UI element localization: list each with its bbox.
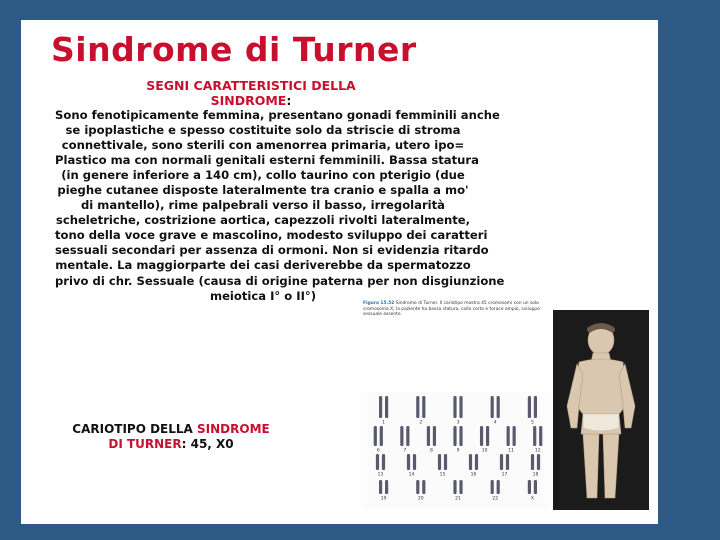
chromosome — [453, 426, 456, 446]
chromosome-number: 9 — [456, 448, 460, 454]
karyotype-label-part1: CARIOTIPO DELLA — [72, 422, 198, 436]
figure-caption-text: Sindrome di Turner. Il cariotipo mostra 45 cromosomi con un solo cromosoma X; la paziente ha bassa statura, collo corto e torace ampio, sviluppo sessuale assente. — [363, 301, 540, 318]
chromosome — [379, 480, 382, 494]
chromosome-number: 8 — [429, 448, 433, 454]
figure-caption — [363, 301, 541, 318]
chromosome-number: 12 — [534, 448, 541, 454]
section-heading-line1: SEGNI CARATTERISTICI DELLA — [146, 78, 356, 93]
body-line: mentale. La maggiorparte dei casi deriverebbe da spermatozzo — [55, 258, 471, 273]
chromosome — [385, 480, 388, 494]
body-text — [55, 108, 505, 304]
chromosome — [453, 396, 456, 418]
slide — [21, 20, 658, 524]
chromosome-number: 16 — [470, 472, 477, 478]
chromosome-number: 4 — [493, 420, 497, 426]
body-line: sessuali secondari per assenza di ormoni. Non si evidenzia ritardo — [55, 243, 489, 258]
chromosome — [400, 426, 403, 446]
chromosome-number: 21 — [455, 496, 461, 502]
chromosome-number: 7 — [403, 448, 407, 454]
patient-photo — [553, 310, 649, 510]
chromosome — [374, 426, 377, 446]
body-line: tono della voce grave e mascolino, modesto sviluppo dei caratteri — [55, 228, 488, 243]
chromosome-number: 10 — [481, 448, 488, 454]
chromosome-number: 13 — [377, 472, 384, 478]
chromosome-number: 5 — [530, 420, 534, 426]
chromosome-number: 17 — [501, 472, 508, 478]
figure — [361, 300, 649, 510]
body-line: Plastico ma con normali genitali esterni femminili. Bassa statura — [55, 153, 479, 168]
chromosome — [506, 454, 509, 470]
chromosome — [407, 454, 410, 470]
chromosome — [422, 396, 425, 418]
chromosome — [459, 396, 462, 418]
section-heading — [141, 78, 361, 108]
chromosome — [475, 454, 478, 470]
chromosome — [539, 426, 542, 446]
chromosome-number: 22 — [492, 496, 499, 502]
section-heading-line2: SINDROME — [210, 93, 287, 108]
chromosome — [507, 426, 510, 446]
chromosome-number: 20 — [417, 496, 424, 502]
chromosome — [379, 396, 382, 418]
chromosome-number: 18 — [532, 472, 539, 478]
chromosome — [433, 426, 436, 446]
body-line: Sono fenotipicamente femmina, presentano gonadi femminili anche — [55, 108, 500, 122]
chromosome — [491, 480, 494, 494]
chromosome — [513, 426, 516, 446]
body-line: (in genere inferiore a 140 cm), collo taurino con pterigio (due — [61, 168, 465, 183]
chromosome — [376, 454, 379, 470]
chromosome — [459, 480, 462, 494]
slide-title: Sindrome di Turner — [51, 30, 417, 69]
karyotype-label — [61, 422, 281, 452]
chromosome-number: X — [530, 496, 534, 502]
chromosome — [422, 480, 425, 494]
chromosome — [500, 454, 503, 470]
section-heading-colon: : — [286, 93, 292, 108]
chromosome-number: 14 — [408, 472, 415, 478]
chromosome — [438, 454, 441, 470]
chromosome — [491, 396, 494, 418]
chromosome-number: 15 — [439, 472, 446, 478]
chromosome — [385, 396, 388, 418]
chromosome — [413, 454, 416, 470]
chromosome — [453, 480, 456, 494]
body-line: scheletriche, costrizione aortica, capezzoli rivolti lateralmente, — [55, 213, 471, 228]
chromosome — [497, 480, 500, 494]
chromosome — [497, 396, 500, 418]
chromosome — [469, 454, 472, 470]
chromosome — [406, 426, 409, 446]
chromosome — [534, 396, 537, 418]
chromosome — [444, 454, 447, 470]
chromosome-number: 11 — [508, 448, 515, 454]
chromosome — [480, 426, 483, 446]
chromosome — [416, 480, 419, 494]
karyotype-image — [361, 392, 551, 508]
chromosome — [427, 426, 430, 446]
chromosome — [416, 396, 419, 418]
chromosome-number: 6 — [376, 448, 380, 454]
body-line: connettivale, sono sterili con amenorrea primaria, utero ipo= — [61, 138, 465, 153]
chromosome — [459, 426, 462, 446]
chromosome-number: 2 — [419, 420, 423, 426]
chromosome — [537, 454, 540, 470]
chromosome — [528, 480, 531, 494]
chromosome — [380, 426, 383, 446]
chromosome — [528, 396, 531, 418]
body-line: pieghe cutanee disposte lateralmente tra cranio e spalla a mo' — [57, 183, 469, 198]
body-line: se ipoplastiche e spesso costituite solo da striscie di stroma — [65, 123, 461, 138]
chromosome-number: 19 — [380, 496, 387, 502]
chromosome — [382, 454, 385, 470]
figure-number: Figura 15.52 — [363, 301, 395, 306]
karyotype-label-part3: DI TURNER — [108, 437, 182, 451]
body-line: meiotica I° o II°) — [209, 288, 316, 303]
chromosome — [486, 426, 489, 446]
body-line: di mantello), rime palpebrali verso il basso, irregolarità — [80, 198, 446, 213]
chromosome — [533, 426, 536, 446]
chromosome-number: 1 — [382, 420, 386, 426]
karyotype-label-part2: SINDROME — [197, 422, 270, 436]
karyotype-label-part4: : 45, X0 — [181, 437, 234, 451]
chromosome-number: 3 — [456, 420, 460, 426]
chromosome — [531, 454, 534, 470]
body-line: privo di chr. Sessuale (causa di origine paterna per non disgiunzione — [55, 273, 505, 288]
chromosome — [534, 480, 537, 494]
